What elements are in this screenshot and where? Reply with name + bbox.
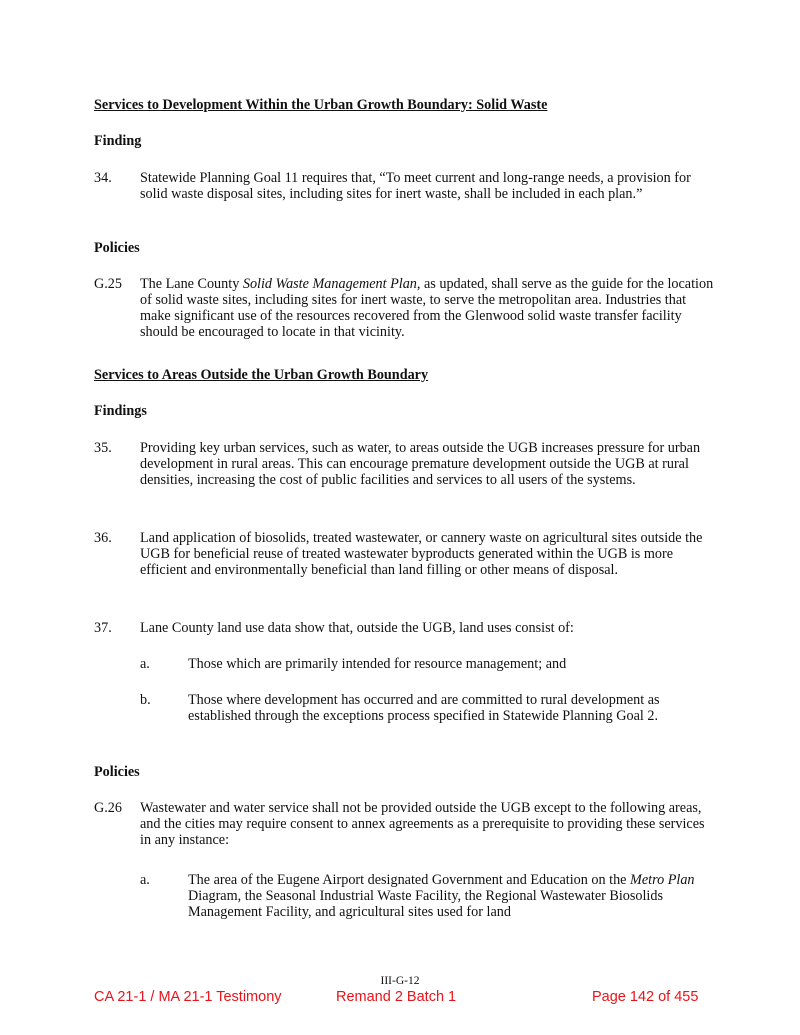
policy-g25-text-before: The Lane County	[140, 276, 243, 292]
policy-g26-item-a	[140, 872, 720, 920]
finding-37-item-a	[140, 656, 720, 672]
policies-label-1: Policies	[94, 240, 140, 256]
finding-34-text: Statewide Planning Goal 11 requires that, “To meet current and long-range needs, a provision for solid waste disposal sites, including sites for inert waste, shall be included in each plan.”	[140, 170, 691, 202]
policy-g26-item-a-text-before: The area of the Eugene Airport designated Government and Education on the	[188, 872, 631, 888]
policy-g25-number: G.25	[94, 276, 122, 292]
finding-37-item-a-letter: a.	[140, 656, 150, 672]
policy-g26-item-a-text	[188, 872, 720, 920]
policy-g25	[94, 276, 714, 340]
solid-waste-heading: Services to Development Within the Urban Growth Boundary: Solid Waste	[94, 97, 548, 113]
finding-37-item-b-letter: b.	[140, 692, 151, 708]
policy-g26-item-a-letter: a.	[140, 872, 150, 888]
finding-label: Finding	[94, 133, 142, 149]
finding-37-item-b	[140, 692, 720, 724]
policy-g25-text-after: , as updated, shall serve as the guide for the location of solid waste sites, including sites for inert waste, to serve the metropolitan area. Industries that make significant use of the resources recovered from the Glenwood solid waste transfer facility should be encouraged to locate in that vicinity.	[140, 276, 714, 340]
finding-34	[94, 170, 714, 202]
policy-g26-text: Wastewater and water service shall not be provided outside the UGB except to the following areas, and the cities may require consent to annex agreements as a prerequisite to providing these services in any instance:	[140, 800, 705, 848]
finding-35	[94, 440, 714, 488]
finding-35-number: 35.	[94, 440, 112, 456]
footer-testimony-label: CA 21-1 / MA 21-1 Testimony	[94, 989, 282, 1005]
policy-g25-text	[140, 276, 714, 340]
findings-label: Findings	[94, 403, 147, 419]
finding-37-item-b-text: Those where development has occurred and are committed to rural development as established through the exceptions process specified in Statewide Planning Goal 2.	[188, 692, 660, 724]
finding-37-item-a-text: Those which are primarily intended for resource management; and	[188, 656, 567, 672]
metro-plan-title: Metro Plan	[630, 872, 695, 888]
finding-36-text: Land application of biosolids, treated wastewater, or cannery waste on agricultural sites outside the UGB for beneficial reuse of treated wastewater byproducts generated within the UGB is more efficient and environmentally beneficial than land filling or other means of disposal.	[140, 530, 703, 578]
finding-34-number: 34.	[94, 170, 112, 186]
policy-g26-item-a-text-after: Diagram, the Seasonal Industrial Waste Facility, the Regional Wastewater Biosolids Management Facility, and agricultural sites used for land	[188, 888, 663, 920]
outside-ugb-heading: Services to Areas Outside the Urban Growth Boundary	[94, 367, 429, 383]
finding-37-text: Lane County land use data show that, outside the UGB, land uses consist of:	[140, 620, 574, 636]
page-number: III-G-12	[380, 975, 420, 987]
policy-g26	[94, 800, 714, 848]
policy-g25-plan-title: Solid Waste Management Plan	[242, 276, 417, 292]
finding-36-number: 36.	[94, 530, 112, 546]
finding-35-text: Providing key urban services, such as water, to areas outside the UGB increases pressure for urban development in rural areas. This can encourage premature development outside the UGB at rural densities, increasing the cost of public facilities and services to all users of the systems.	[140, 440, 701, 488]
finding-37	[94, 620, 714, 636]
footer-batch-label: Remand 2 Batch 1	[336, 989, 457, 1005]
footer-page-count: Page 142 of 455	[592, 989, 699, 1005]
finding-36	[94, 530, 714, 578]
policies-label-2: Policies	[94, 764, 140, 780]
policy-g26-number: G.26	[94, 800, 122, 816]
finding-37-number: 37.	[94, 620, 112, 636]
